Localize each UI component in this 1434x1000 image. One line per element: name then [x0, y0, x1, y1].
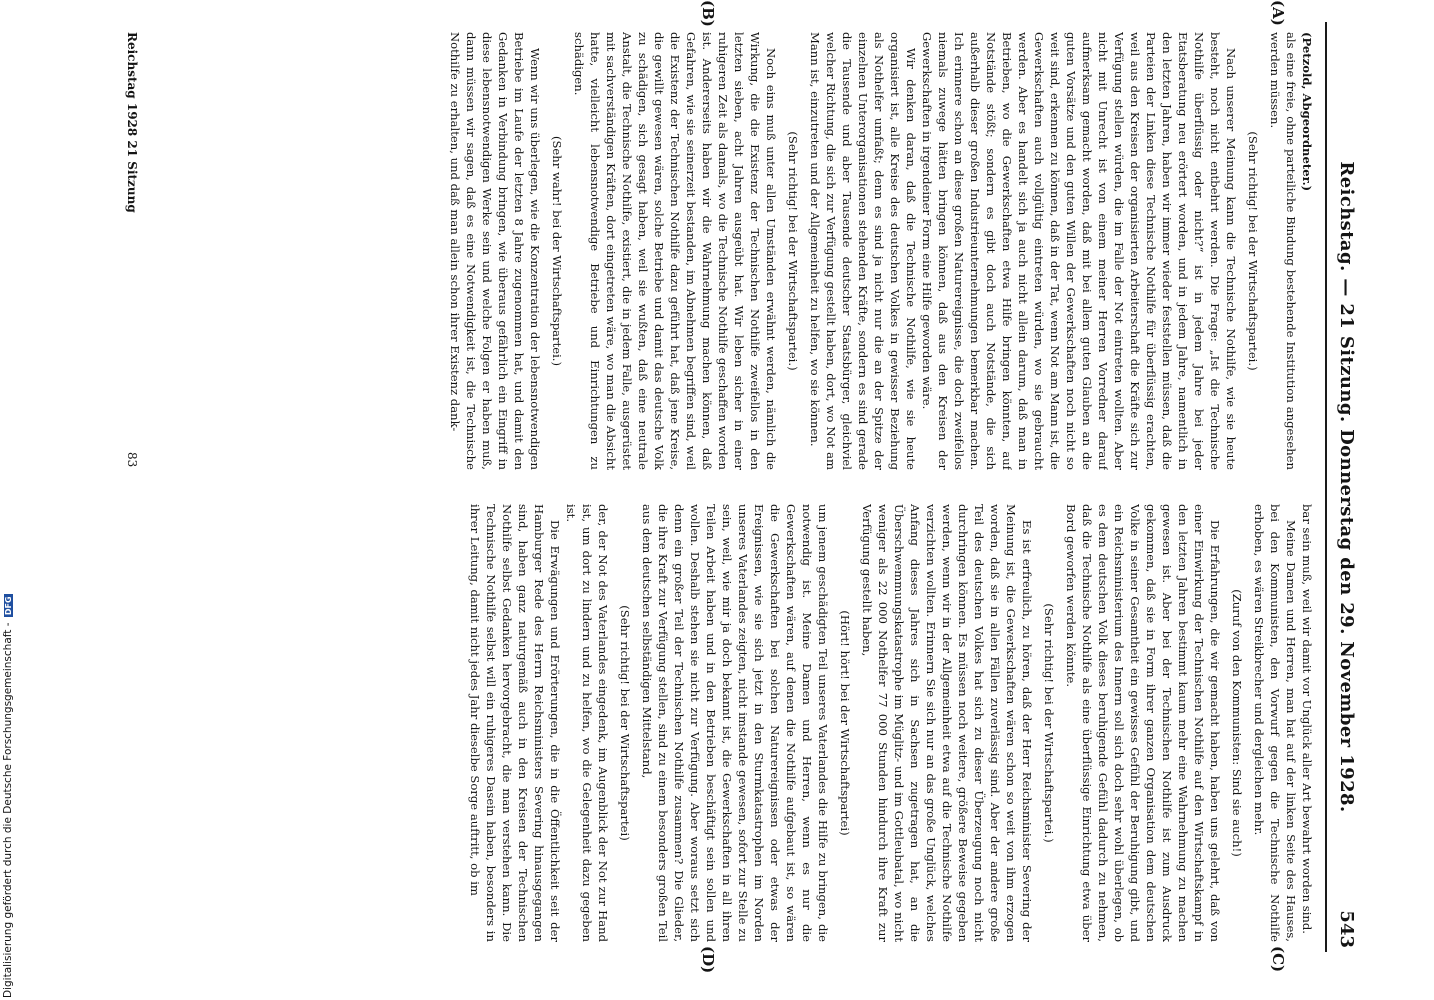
interjection: (Sehr wahr! bei der Wirtschaftspartei.) [550, 135, 564, 367]
paragraph: der, der Not des Vaterlandes eingedenk, im Augenblick der Not zur Hand ist, um dort zu lindern und zu helfen, wo die Gelegenheit dazu gegeben ist. [564, 504, 610, 942]
paragraph: Meine Damen und Herren, man hat auf der linken Seite des Hauses, bei den Kommunisten, den Vorwurf gegen die Technische Nothilfe erhoben, es wären Streikbrecher und dergleichen mehr. [1252, 504, 1298, 942]
interjection: (Sehr richtig! bei der Wirtschaftspartei.) [1042, 603, 1056, 843]
digitization-credit [2, 594, 14, 998]
interjection: (Sehr richtig! bei der Wirtschaftspartei.) [1246, 131, 1260, 371]
paragraph: Nach unserer Meinung kann die Technische Nothilfe, wie sie heute besteht, noch nicht entbehrt werden. Die Frage: „Ist die Technische Nothilfe überflüssig oder nicht?“ ist in jedem Jahre bei jeder Etatsberatung neu erörtert worden, und in jedem Jahre, namentlich in den letzten Jahren, haben wir immer wieder feststellen müssen, daß die Parteien der Linken diese Technische Nothilfe für überflüssig erachten, weil aus den Kreisen der organisierten Arbeiterschaft die Kräfte sich zur Verfügung stellen würden, die im Falle der Not eintreten wollten. Aber nicht mit Unrecht ist von einem meiner Herren Vorredner darauf aufmerksam gemacht worden, daß mit bei allem guten Glauben an die guten Vorsätze und den guten Willen der Gewerkschaften noch nicht so weit sind, erkennen zu können, daß in der Tat, wenn Not am Mann ist, die Gewerkschaften auch vollgültig eintreten würden, wo sie gebraucht werden. Aber es handelt sich ja auch nicht allein darum, daß man in Betrieben, wo die Gewerkschaften etwa Hilfe bringen könnten, auf Notstände stößt; sondern es gibt doch auch Notstände, die sich außerhalb dieser großen Industrieunternehmungen bemerkbar machen. Ich erinnere schon an diese großen Naturereignisse, die doch zweifellos niemals zuwege hätten bringen können, daß aus den Kreisen der Gewerkschaften in irgendeiner Form eine Hilfe geworden wäre. [920, 32, 1238, 470]
left-column [165, 32, 1315, 470]
margin-marker-c: (C) [1269, 946, 1287, 973]
interjection: (Zuruf von den Kommunisten: Sind sie auch!) [1230, 589, 1244, 857]
paragraph: Noch eins muß unter allen Umständen erwähnt werden, nämlich die Wirkung, die die Existenz der Technischen Nothilfe zweifellos in den letzten sieben, acht Jahren ausgeübt hat. Wir leben sicher in einer ruhigeren Zeit als damals, wo die Technische Nothilfe geschaffen worden ist. Andererseits haben wir die Wahrnehmung machen können, daß Gefahren, wie sie seinerzeit bestanden, im Abnehmen begriffen sind, weil die Existenz der Technischen Nothilfe dazu geführt hat, daß jene Kreise, die gewillt gewesen wären, solche Betriebe und damit das deutsche Volk zu schädigen, sich gesagt haben, weil sie wußten, daß eine neutrale Anstalt, die Technische Nothilfe, existiert, die in jedem Falle, ausgerüstet mit sachverständigen Kräften, dort eingetreten wäre, wo man die Absicht hatte, vielleicht lebensnotwendige Betriebe und Einrichtungen zu schädigen. [572, 32, 778, 470]
footer-label: Reichstag 1928 21 Sitzung [125, 32, 139, 213]
paragraph: bar sein muß, weil wir damit vor Unglück aller Art bewahrt worden sind. [1300, 504, 1314, 934]
margin-marker-a: (A) [1269, 0, 1287, 26]
interjection: (Hört! hört! bei der Wirtschaftspartei) [838, 610, 852, 836]
interjection: (Sehr richtig! bei der Wirtschaftspartei) [618, 605, 632, 841]
margin-marker-b: (B) [699, 0, 717, 27]
paragraph: Wir denken daran, daß die Technische Nothilfe, wie sie heute organisiert ist, alle Kreise des deutschen Volkes in gewisser Beziehung als Nothelfer umfaßt; denn es sind ja nicht nur die an der Spitze der einzelnen Unterorganisationen stehenden Kräfte, sondern es sind gerade die Tausende und aber Tausende deutscher Staatsbürger, gleichviel welcher Richtung, die sich zur Verfügung gestellt haben, dort, wo Not am Mann ist, einzutreten und der Allgemeinheit zu helfen, wo sie können. [808, 32, 918, 470]
dfg-logo: DFG [4, 596, 13, 616]
paragraph: um jenem geschädigten Teil unseres Vaterlandes die Hilfe zu bringen, die notwendig ist. Meine Damen und Herren, wenn es nur die Gewerkschaften wären, auf denen die Nothilfe aufgebaut ist, so wären die Gewerkschaften bei solchen Naturereignissen oder etwas der Ereignissen, wie sie sich jetzt in den Sturmkatastrophen im Norden unseres Vaterlandes zeigten, nicht imstande gewesen, sofort zur Stelle zu sein, weil, wie mir ja doch bekannt ist, die Gewerkschaften in all ihren Teilen Arbeit haben und in den Betrieben beschäftigt sein sollen und wollen. Deshalb stehen sie nicht zur Verfügung. Aber woraus setzt sich denn ein großer Teil der Technischen Nothilfe zusammen? Die Glieder, die ihre Kraft zur Verfügung stellen, sind zu einem besonders großen Teil aus dem deutschen selbständigen Mittelstand, [640, 504, 830, 942]
margin-marker-d: (D) [699, 946, 717, 974]
header-page-number: 543 [1336, 910, 1357, 948]
right-column [165, 504, 1315, 942]
header-rule [1325, 22, 1327, 952]
paragraph: Wenn wir uns überlegen, wie die Konzentration der lebensnotwendigen Betriebe im Laufe der letzten 8 Jahre zugenommen hat, und damit den Gedanken in Verbindung bringen, wie überaus gefährlich ein Eingriff in diese lebensnotwendigen Werke sein und welche Folgen er haben muß, dann müssen wir sagen, daß es eine Notwendigkeit ist, die Technische Nothilfe zu erhalten, und daß man allein schon ihrer Existenz dank- [448, 32, 542, 470]
paragraph: Es ist erfreulich, zu hören, daß der Herr Reichsminister Severing der Meinung ist, die Gewerkschaften wären schon so weit von ihm erzogen worden, daß sie in allen Fällen zuverlässig sind. Aber der andere große Teil des deutschen Volkes hat sich zu dieser Überzeugung noch nicht durchringen können. Es müssen noch weitere, größere Beweise gegeben werden, wenn wir in der Allgemeinheit etwa auf die Technische Nothilfe verzichten wollten. Erinnern Sie sich nur an das große Unglück, welches Anfang dieses Jahres sich in Sachsen zugetragen hat, an die Überschwemmungskatastrophe im Müglitz- und im Gottleubatal, wo nicht weniger als 22 000 Nothelfer 77 000 Stunden hindurch ihre Kraft zur Verfügung gestellt haben, [860, 504, 1034, 942]
paragraph: Die Erfahrungen, die wir gemacht haben, haben uns gelehrt, daß von einer Einwirkung der Technischen Nothilfe auf den Wirtschaftskampf in den letzten Jahren bestimmt kaum mehr eine Wahrnehmung zu machen gewesen ist. Aber bei der Technischen Nothilfe ist zum Ausdruck gekommen, daß sie in Form ihrer ganzen Organisation dem deutschen Volke in seiner Gesamtheit ein gewisses Gefühl der Beruhigung gibt, und ein Reichsministerium des Innern soll sich doch sehr wohl überlegen, ob es dem deutschen Volk dieses beruhigende Gefühl dadurch zu nehmen, daß die Technische Nothilfe als eine überflüssige Einrichtung etwa über Bord geworfen werden könnte. [1064, 504, 1222, 942]
footer-page-number: 83 [125, 452, 139, 468]
paragraph: als eine freie, ohne parteiliche Bindung bestehende Institution angesehen werden müssen. [1268, 32, 1298, 470]
interjection: (Sehr richtig! bei der Wirtschaftspartei.) [786, 131, 800, 371]
paragraph: Die Erwägungen und Erörterungen, die in die Öffentlichkeit seit der Hamburger Rede des Herrn Reichsministers Severing hinausgegangen sind, haben ganz naturgemäß auch in den Kreisen der Technischen Nothilfe selbst Gedanken hervorgebracht, die man verstehen kann. Die Technische Nothilfe selbst will ein ruhigeres Dasein haben, besonders in ihrer Leitung, damit nicht jedes Jahr dieselbe Sorge auftritt, ob im [468, 504, 562, 942]
page-header [1327, 22, 1357, 952]
rotated-document-page [97, 0, 1357, 974]
header-title: Reichstag. — 21 Sitzung. Donnerstag den 29. November 1928. [1336, 161, 1357, 813]
speaker-label: (Petzold, Abgeordneter.) [1300, 32, 1314, 192]
digitization-credit-text: Digitalisierung gefördert durch die Deutsche Forschungsgemeinschaft - [2, 622, 14, 998]
